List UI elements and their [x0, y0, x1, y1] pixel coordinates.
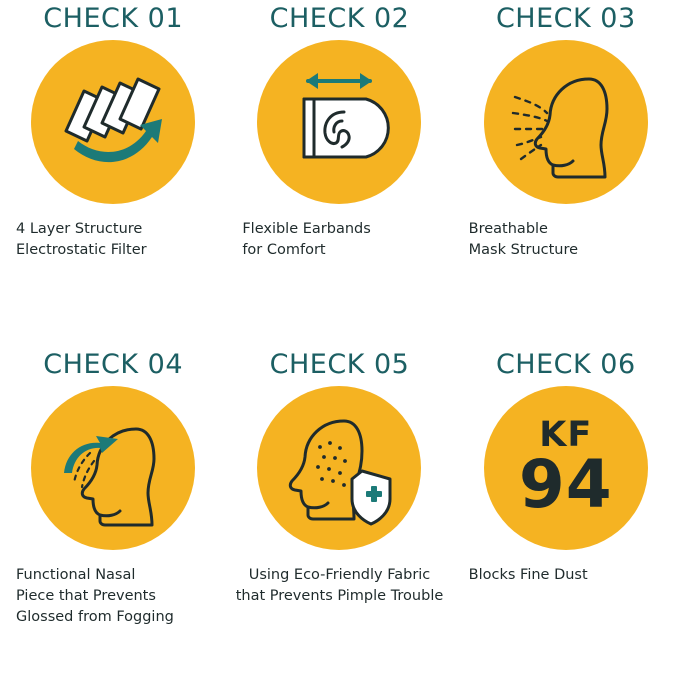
feature-card-check-06	[453, 346, 679, 692]
caption-line: Flexible Earbands	[242, 220, 371, 237]
feature-card-check-01	[0, 0, 226, 346]
layered-filter-icon	[48, 57, 178, 187]
badge-check-06	[484, 386, 648, 550]
caption-line: for Comfort	[242, 241, 326, 258]
check-title-02: CHECK 02	[269, 3, 410, 34]
ear-earband-arrow-icon	[274, 57, 404, 187]
kf-label: KF	[539, 414, 593, 455]
check-title-01: CHECK 01	[43, 3, 184, 34]
badge-check-02	[257, 40, 421, 204]
caption-line: that Prevents Pimple Trouble	[235, 587, 444, 604]
feature-card-check-05	[226, 346, 452, 692]
caption-line: Using Eco-Friendly Fabric	[248, 566, 431, 583]
caption-line: Glossed from Fogging	[16, 608, 174, 625]
caption-check-05	[226, 565, 452, 607]
caption-line: Electrostatic Filter	[16, 241, 147, 258]
caption-check-02	[226, 219, 452, 261]
breathing-face-profile-icon	[501, 57, 631, 187]
kf-grade-number: 94	[518, 445, 613, 523]
feature-card-check-03	[453, 0, 679, 346]
caption-check-01	[0, 219, 226, 261]
check-title-06: CHECK 06	[495, 349, 636, 380]
feature-card-check-04	[0, 346, 226, 692]
check-title-05: CHECK 05	[269, 349, 410, 380]
caption-line: Functional Nasal	[16, 566, 136, 583]
caption-line: Mask Structure	[468, 241, 579, 258]
check-title-03: CHECK 03	[495, 3, 636, 34]
caption-line: Blocks Fine Dust	[468, 566, 588, 583]
badge-check-05	[257, 386, 421, 550]
kf94-rating-icon	[518, 414, 613, 523]
caption-line: Piece that Prevents	[16, 587, 156, 604]
nose-piece-face-profile-icon	[48, 403, 178, 533]
check-title-04: CHECK 04	[43, 349, 184, 380]
caption-check-04	[0, 565, 226, 628]
skin-shield-face-icon	[274, 403, 404, 533]
feature-card-check-02	[226, 0, 452, 346]
caption-line: 4 Layer Structure	[16, 220, 143, 237]
caption-line: Breathable	[468, 220, 548, 237]
caption-check-03	[453, 219, 679, 261]
badge-check-04	[31, 386, 195, 550]
caption-check-06	[453, 565, 679, 586]
badge-check-01	[31, 40, 195, 204]
badge-check-03	[484, 40, 648, 204]
